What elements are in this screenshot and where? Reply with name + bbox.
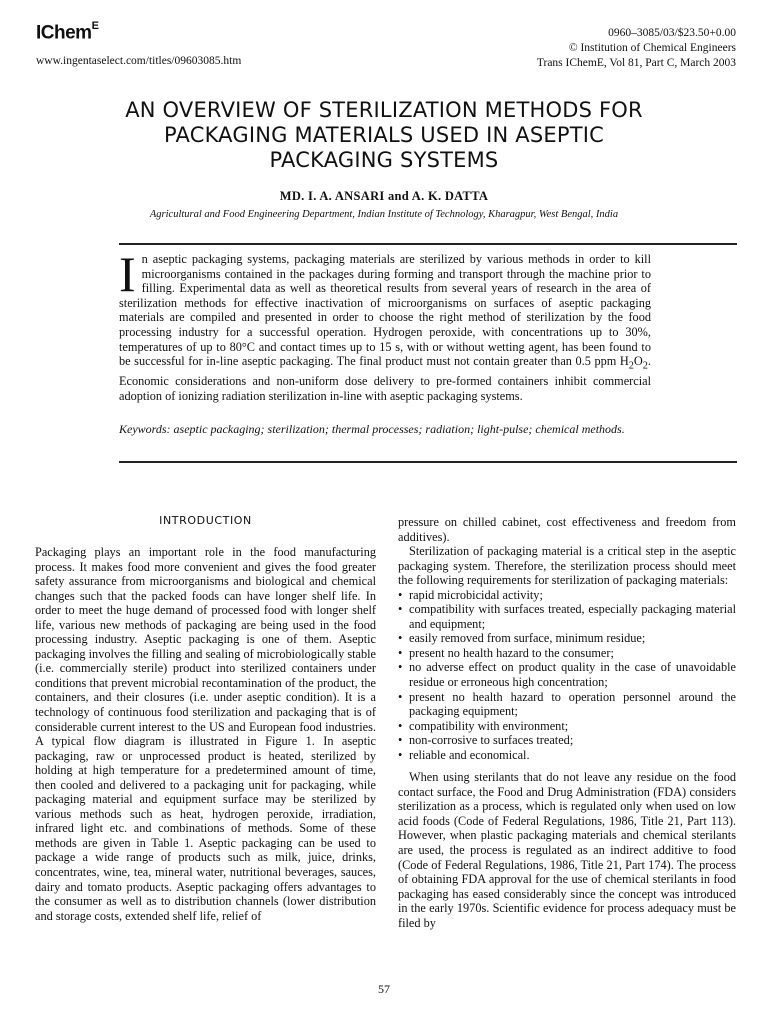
abstract-top-rule: [119, 243, 737, 245]
paper-title: [60, 98, 708, 173]
list-item: • easily removed from surface, minimum residue;: [398, 631, 736, 646]
section-heading-introduction: INTRODUCTION: [159, 514, 252, 527]
list-item: • rapid microbicidal activity;: [398, 588, 736, 603]
copyright-line: © Institution of Chemical Engineers: [568, 42, 736, 54]
requirements-list: [398, 588, 736, 763]
journal-citation: Trans IChemE, Vol 81, Part C, March 2003: [536, 57, 736, 69]
ichem-logo: [36, 22, 98, 44]
list-item: • non-corrosive to surfaces treated;: [398, 733, 736, 748]
right-continued-text: pressure on chilled cabinet, cost effectiveness and freedom from additives).: [398, 515, 736, 544]
right-column: [398, 515, 736, 930]
journal-url[interactable]: www.ingentaselect.com/titles/09603085.htm: [36, 55, 242, 67]
list-item: • compatibility with environment;: [398, 719, 736, 734]
abstract-bottom-rule: [119, 461, 737, 463]
list-item: • present no health hazard to operation personnel around the packaging equipment;: [398, 690, 736, 719]
list-item: • present no health hazard to the consumer;: [398, 646, 736, 661]
abstract-sub-1: 2: [628, 360, 634, 372]
title-line-1: AN OVERVIEW OF STERILIZATION METHODS FOR: [125, 98, 643, 122]
drop-cap: I: [119, 246, 136, 302]
list-item: • no adverse effect on product quality in the case of unavoidable residue or erroneous high concentration;: [398, 660, 736, 689]
page-number: 57: [378, 982, 390, 996]
list-item: • compatibility with surfaces treated, especially packaging material and equipment;: [398, 602, 736, 631]
left-column-paragraph: Packaging plays an important role in the food manufacturing process. It makes food more convenient and gives the food greater safety assurance from microorganisms and biological and chemical changes such that the packed foods can have longer shelf life. In order to meet the huge demand of processed food with longer shelf life, various new methods of packaging are being used in the food processing industry. Aseptic packaging is one of them. Aseptic packaging involves the filling and sealing of microbiologically stable (i.e. commercially sterile) product into sterilized containers under conditions that prevent microbial recontamination of the product, the containers, and their closures (i.e. under aseptic condition). It is a technology of continuous food sterilization and packaging that is of considerable current interest to the US and European food industries. A typical flow diagram is illustrated in Figure 1. In aseptic packaging, raw or unprocessed product is heated, sterilized by holding at high temperature for a predetermined amount of time, then cooled and delivered to a packaging unit for packaging, while packaging material and equipment surface may be sterilized by various methods such as heat, hydrogen peroxide, irradiation, infrared light etc. and combinations of methods. Some of these methods are given in Table 1. Aseptic packaging can be used to package a wide range of products such as milk, juice, drinks, concentrates, wine, tea, mineral water, nutritional beverages, sauces, dairy and tomato products. Aseptic packaging offers advantages to the consumer as well as to distribution channels (lower distribution and storage costs, extended shelf life, relief of: [35, 545, 376, 923]
journal-info: [537, 26, 736, 71]
logo-sup: E: [91, 20, 99, 32]
fda-paragraph: When using sterilants that do not leave any residue on the food contact surface, the Food and Drug Administration (FDA) considers sterilization as a process, which is regulated only when used on low acid foods (Code of Federal Regulations, 1986, Title 21, Part 113). However, when plastic packaging materials and chemical sterilants are used, the process is regulated as an indirect additive to food (Code of Federal Regulations, 1986, Title 21, Part 174). The process of obtaining FDA approval for the use of chemical sterilants in food packaging has eased considerably since the concept was introduced in the early 1970s. Scientific evidence for process adequacy must be filed by: [398, 770, 736, 930]
title-line-3: PACKAGING SYSTEMS: [269, 148, 499, 172]
logo-text: IChem: [36, 22, 92, 44]
abstract-text-b: . Economic considerations and non-uniform dose delivery to pre-formed containers inhibit commercial adoption of ionizing radiation sterilization in-line with aseptic packaging systems.: [119, 354, 651, 403]
affiliation: Agricultural and Food Engineering Department, Indian Institute of Technology, Kharagpur, West Bengal, India: [149, 209, 619, 220]
keywords: Keywords: aseptic packaging; sterilization; thermal processes; radiation; light-pulse; chemical methods.: [119, 422, 625, 436]
abstract: [119, 246, 651, 403]
issn-code: 0960–3085/03/$23.50+0.00: [608, 27, 736, 39]
title-line-2: PACKAGING MATERIALS USED IN ASEPTIC: [163, 123, 604, 147]
abstract-text-a: n aseptic packaging systems, packaging materials are sterilized by various methods in order to kill microorganisms contained in the packages during forming and transport through the machine prior to filling. Experimental data as well as theoretical results from several years of research in the area of sterilization methods for effective inactivation of microorganisms on surfaces of aseptic packaging materials are compiled and presented in order to choose the right method of sterilization by the food processing industry for a successful operation. Hydrogen peroxide, with concentrations up to 30%, temperatures of up to 80°C and contact times up to 15 s, with or without wetting agent, has been found to be successful for in-line aseptic packaging. The final product must not contain greater than 0.5 ppm H: [119, 252, 651, 369]
abstract-sub-2: 2: [642, 360, 648, 372]
authors: MD. I. A. ANSARI and A. K. DATTA: [279, 189, 489, 203]
list-item: • reliable and economical.: [398, 748, 736, 763]
requirements-intro: Sterilization of packaging material is a critical step in the aseptic packaging system. Therefore, the sterilization process should meet the following requirements for sterilization of packaging materials:: [398, 544, 736, 588]
abstract-mid: O: [633, 354, 643, 369]
